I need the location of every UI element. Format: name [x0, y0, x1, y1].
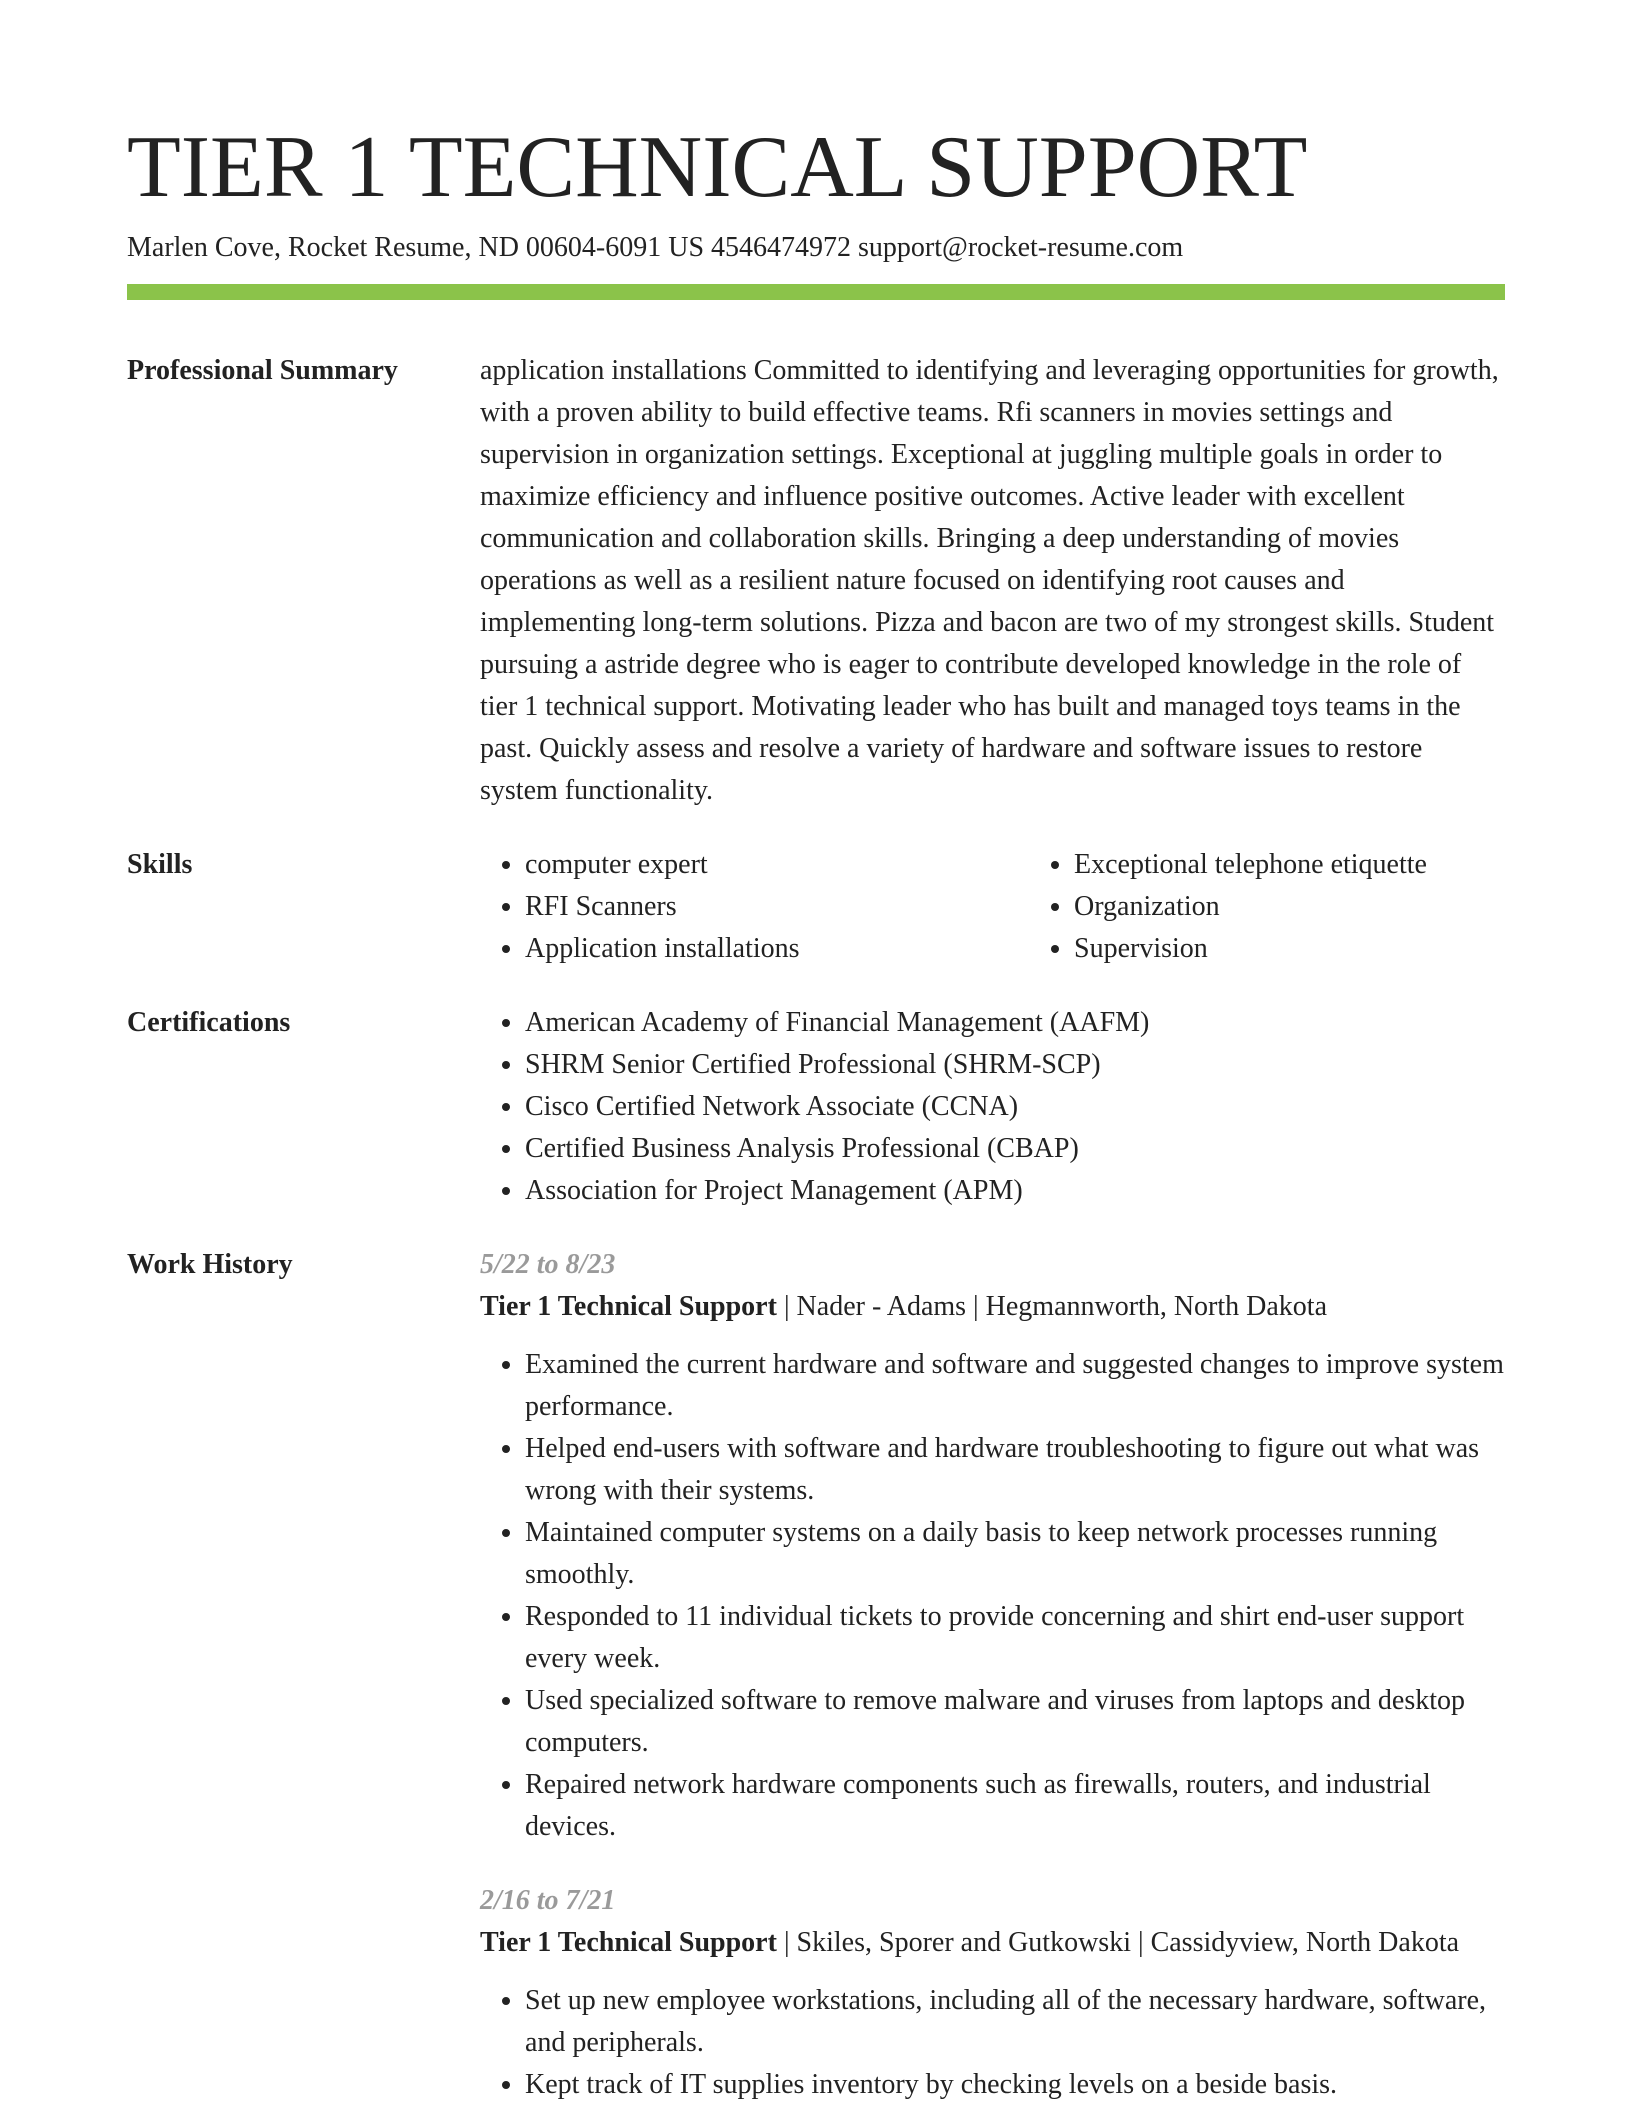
resume-page — [127, 118, 1505, 2106]
skill-item: • Application installations — [525, 928, 1029, 970]
job-entry — [480, 1880, 1505, 2106]
work-history-section — [127, 1244, 1505, 2106]
skills-column-right — [1029, 844, 1578, 970]
certification-item: • American Academy of Financial Management (AAFM) — [525, 1002, 1505, 1044]
job-dates: 2/16 to 7/21 — [480, 1885, 616, 1916]
work-history-heading: Work History — [127, 1249, 293, 1280]
summary-section — [127, 350, 1505, 812]
certifications-body — [480, 1002, 1505, 1212]
skill-item: • RFI Scanners — [525, 886, 1029, 928]
contact-info: Marlen Cove, Rocket Resume, ND 00604-6091 US 4546474972 support@rocket-resume.com — [127, 232, 1184, 263]
skills-section — [127, 844, 1505, 970]
job-bullets — [480, 1344, 1505, 1848]
job-bullets — [480, 1980, 1505, 2106]
certifications-section — [127, 1002, 1505, 1212]
skill-item: • computer expert — [525, 844, 1029, 886]
skills-heading: Skills — [127, 849, 193, 880]
skills-grid — [480, 844, 1578, 970]
certification-item: • Cisco Certified Network Associate (CCNA) — [525, 1086, 1505, 1128]
summary-text: application installations Committed to identifying and leveraging opportunities for growth, with a proven ability to build effective teams. Rfi scanners in movies settings and supervision in organization settings. Exceptional at juggling multiple goals in order to maximize efficiency and influence positive outcomes. Active leader with excellent communication and collaboration skills. Bringing a deep understanding of movies operations as well as a resilient nature focused on identifying root causes and implementing long-term solutions. Pizza and bacon are two of my strongest skills. Student pursuing a astride degree who is eager to contribute developed knowledge in the role of tier 1 technical support. Motivating leader who has built and managed toys teams in the past. Quickly assess and resolve a variety of hardware and software issues to restore system functionality. — [480, 355, 1499, 806]
resume-name: TIER 1 TECHNICAL SUPPORT — [127, 119, 1308, 216]
job-title: Tier 1 Technical Support — [480, 1927, 777, 1958]
job-dates: 5/22 to 8/23 — [480, 1249, 616, 1280]
job-entry — [480, 1244, 1505, 1848]
skills-column-left — [480, 844, 1029, 970]
summary-heading: Professional Summary — [127, 355, 398, 386]
job-title: Tier 1 Technical Support — [480, 1291, 777, 1322]
job-header — [480, 1286, 1505, 1328]
certification-item: • Certified Business Analysis Professional (CBAP) — [525, 1128, 1505, 1170]
job-bullet: • Helped end-users with software and hardware troubleshooting to figure out what was wrong with their systems. — [525, 1428, 1505, 1512]
work-history-body — [480, 1244, 1505, 2106]
skill-item: • Supervision — [1074, 928, 1578, 970]
job-bullet: • Repaired network hardware components such as firewalls, routers, and industrial devices. — [525, 1764, 1505, 1848]
job-bullet: • Set up new employee workstations, including all of the necessary hardware, software, and peripherals. — [525, 1980, 1505, 2064]
job-details: | Nader - Adams | Hegmannworth, North Dakota — [776, 1291, 1328, 1322]
job-header — [480, 1922, 1505, 1964]
job-bullet: • Kept track of IT supplies inventory by checking levels on a beside basis. — [525, 2064, 1505, 2106]
certification-item: • SHRM Senior Certified Professional (SHRM-SCP) — [525, 1044, 1505, 1086]
job-bullet: • Examined the current hardware and software and suggested changes to improve system performance. — [525, 1344, 1505, 1428]
skill-item: • Exceptional telephone etiquette — [1074, 844, 1578, 886]
skill-item: • Organization — [1074, 886, 1578, 928]
certifications-list — [480, 1002, 1505, 1212]
job-bullet: • Maintained computer systems on a daily basis to keep network processes running smoothly. — [525, 1512, 1505, 1596]
certification-item: • Association for Project Management (APM) — [525, 1170, 1505, 1212]
certifications-heading: Certifications — [127, 1007, 291, 1038]
job-bullet: • Used specialized software to remove malware and viruses from laptops and desktop computers. — [525, 1680, 1505, 1764]
job-details: | Skiles, Sporer and Gutkowski | Cassidyview, North Dakota — [776, 1927, 1460, 1958]
header-divider — [127, 284, 1505, 300]
job-bullet: • Responded to 11 individual tickets to provide concerning and shirt end-user support every week. — [525, 1596, 1505, 1680]
